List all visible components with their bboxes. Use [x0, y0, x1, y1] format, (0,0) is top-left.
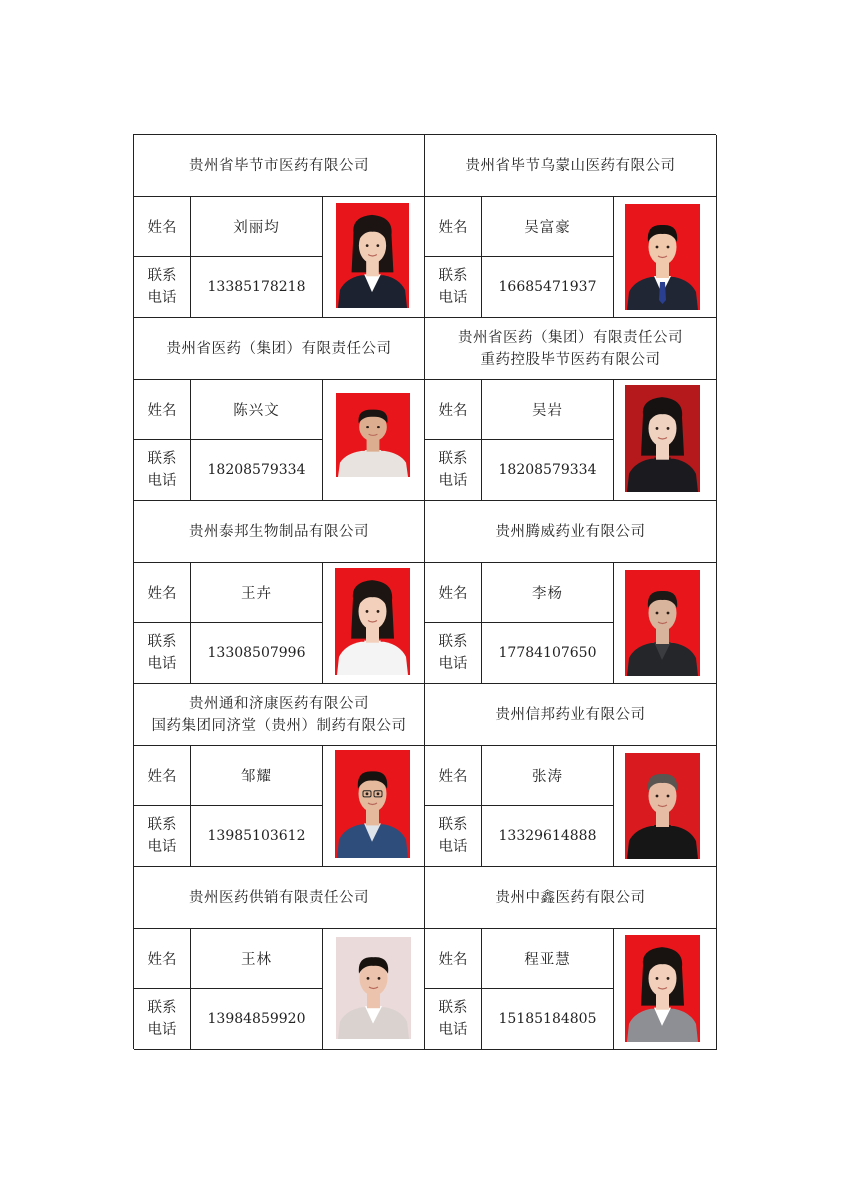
- portrait-woman-white-icon: [335, 568, 410, 675]
- company-line: 贵州省医药（集团）有限责任公司: [458, 329, 683, 346]
- phone-label-line: 联系: [147, 634, 177, 650]
- contact-table: [133, 134, 716, 1049]
- portrait-man-suit-icon: [625, 204, 700, 310]
- phone-label: [134, 806, 191, 866]
- eye-left: [367, 977, 370, 980]
- portrait-man-pink-icon: [336, 937, 411, 1039]
- portrait-photo: [625, 385, 700, 492]
- person-name: 陈兴文: [191, 379, 323, 440]
- phone-label-line: 联系: [438, 268, 468, 284]
- company-name: [425, 135, 716, 197]
- contact-block: [425, 318, 717, 501]
- phone-label: [425, 623, 482, 683]
- phone-label-line: 电话: [147, 473, 177, 489]
- portrait-photo: [625, 204, 700, 310]
- eye-left: [366, 244, 369, 247]
- name-label: 姓名: [134, 196, 191, 257]
- phone-label-line: 联系: [438, 451, 468, 467]
- portrait-photo: [335, 750, 410, 858]
- phone-number: 13329614888: [482, 806, 614, 866]
- phone-label-line: 电话: [438, 1022, 468, 1038]
- company-name: [134, 501, 424, 563]
- contact-block: [134, 867, 425, 1050]
- name-label: 姓名: [425, 562, 482, 623]
- eye-right: [377, 792, 380, 795]
- eye-right: [377, 610, 380, 613]
- company-line: 贵州信邦药业有限公司: [495, 706, 646, 723]
- photo-cell: [614, 562, 716, 683]
- phone-label: [425, 989, 482, 1049]
- name-label: 姓名: [134, 562, 191, 623]
- name-label: 姓名: [425, 745, 482, 806]
- phone-label: [134, 257, 191, 317]
- name-label: 姓名: [134, 379, 191, 440]
- company-name: [425, 867, 716, 929]
- portrait-woman-suit-icon: [336, 203, 409, 308]
- phone-number: 15185184805: [482, 989, 614, 1049]
- portrait-photo: [336, 393, 410, 477]
- person-name: 李杨: [482, 562, 614, 623]
- person-name: 吴富豪: [482, 196, 614, 257]
- phone-label: [134, 623, 191, 683]
- name-label: 姓名: [425, 379, 482, 440]
- person-name: 王林: [191, 928, 323, 989]
- eye-left: [366, 792, 369, 795]
- phone-number: 17784107650: [482, 623, 614, 683]
- photo-cell: [614, 928, 716, 1049]
- contact-block: [134, 135, 425, 318]
- company-name: [134, 684, 424, 746]
- portrait-man-black-icon: [625, 753, 700, 859]
- company-name: [425, 501, 716, 563]
- eye-left: [656, 795, 659, 798]
- company-line: 贵州省医药（集团）有限责任公司: [166, 340, 392, 357]
- company-name: [134, 135, 424, 197]
- phone-label-line: 电话: [438, 473, 468, 489]
- name-label: 姓名: [134, 928, 191, 989]
- phone-label: [425, 806, 482, 866]
- phone-number: 16685471937: [482, 257, 614, 317]
- eye-right: [667, 612, 670, 615]
- photo-cell: [323, 928, 424, 1049]
- eye-right: [667, 246, 670, 249]
- portrait-man-denim-icon: [335, 750, 410, 858]
- eye-right: [667, 977, 670, 980]
- phone-number: 18208579334: [482, 440, 614, 500]
- phone-number: 13385178218: [191, 257, 323, 317]
- photo-cell: [323, 562, 424, 683]
- name-label: 姓名: [425, 928, 482, 989]
- tie: [659, 282, 666, 304]
- company-line: 贵州中鑫医药有限公司: [495, 889, 646, 906]
- eye-right: [378, 977, 381, 980]
- company-line: 贵州省毕节乌蒙山医药有限公司: [465, 157, 676, 174]
- contact-block: [134, 501, 425, 684]
- name-label: 姓名: [425, 196, 482, 257]
- company-line: 国药集团同济堂（贵州）制药有限公司: [151, 717, 407, 734]
- phone-label: [425, 440, 482, 500]
- person-name: 刘丽均: [191, 196, 323, 257]
- phone-label: [134, 989, 191, 1049]
- eye-left: [366, 610, 369, 613]
- portrait-photo: [336, 203, 409, 308]
- phone-number: 13985103612: [191, 806, 323, 866]
- phone-label-line: 联系: [147, 268, 177, 284]
- portrait-photo: [625, 753, 700, 859]
- phone-label-line: 电话: [147, 839, 177, 855]
- company-name: [134, 867, 424, 929]
- phone-label: [425, 257, 482, 317]
- person-name: 邹耀: [191, 745, 323, 806]
- phone-number: 18208579334: [191, 440, 323, 500]
- phone-label-line: 电话: [147, 656, 177, 672]
- eye-right: [667, 427, 670, 430]
- phone-label-line: 联系: [438, 817, 468, 833]
- phone-label-line: 联系: [147, 1000, 177, 1016]
- phone-label: [134, 440, 191, 500]
- company-name: [425, 318, 716, 380]
- phone-number: 13984859920: [191, 989, 323, 1049]
- photo-cell: [614, 379, 716, 500]
- eye-right: [377, 426, 380, 428]
- eye-right: [376, 244, 379, 247]
- eye-left: [656, 246, 659, 249]
- eye-left: [656, 427, 659, 430]
- company-line: 贵州通和济康医药有限公司: [189, 695, 369, 712]
- company-line: 贵州泰邦生物制品有限公司: [189, 523, 369, 540]
- phone-label-line: 电话: [438, 839, 468, 855]
- phone-label-line: 联系: [438, 634, 468, 650]
- eye-left: [656, 977, 659, 980]
- phone-label-line: 联系: [438, 1000, 468, 1016]
- portrait-woman-grey-icon: [625, 935, 700, 1042]
- contact-block: [425, 501, 717, 684]
- portrait-photo: [625, 935, 700, 1042]
- portrait-woman-dark-icon: [625, 385, 700, 492]
- phone-label-line: 联系: [147, 817, 177, 833]
- name-label: 姓名: [134, 745, 191, 806]
- company-name: [425, 684, 716, 746]
- portrait-man-tshirt-icon: [336, 393, 410, 477]
- company-line: 贵州腾威药业有限公司: [495, 523, 646, 540]
- company-line: 贵州医药供销有限责任公司: [189, 889, 369, 906]
- photo-cell: [323, 379, 424, 500]
- phone-label-line: 电话: [147, 290, 177, 306]
- photo-cell: [323, 196, 424, 317]
- photo-cell: [323, 745, 424, 866]
- portrait-photo: [625, 570, 700, 676]
- phone-label-line: 电话: [147, 1022, 177, 1038]
- photo-cell: [614, 745, 716, 866]
- portrait-photo: [336, 937, 411, 1039]
- portrait-man-jacket-icon: [625, 570, 700, 676]
- contact-block: [425, 135, 717, 318]
- phone-label-line: 联系: [147, 451, 177, 467]
- company-name: [134, 318, 424, 380]
- contact-block: [134, 318, 425, 501]
- eye-left: [366, 426, 369, 428]
- phone-number: 13308507996: [191, 623, 323, 683]
- phone-label-line: 电话: [438, 656, 468, 672]
- company-line: 贵州省毕节市医药有限公司: [189, 157, 369, 174]
- phone-label-line: 电话: [438, 290, 468, 306]
- eye-left: [656, 612, 659, 615]
- contact-block: [425, 684, 717, 867]
- company-line: 重药控股毕节医药有限公司: [480, 351, 661, 368]
- person-name: 程亚慧: [482, 928, 614, 989]
- person-name: 张涛: [482, 745, 614, 806]
- contact-block: [134, 684, 425, 867]
- contact-block: [425, 867, 717, 1050]
- eye-right: [667, 795, 670, 798]
- person-name: 吴岩: [482, 379, 614, 440]
- portrait-photo: [335, 568, 410, 675]
- person-name: 王卉: [191, 562, 323, 623]
- photo-cell: [614, 196, 716, 317]
